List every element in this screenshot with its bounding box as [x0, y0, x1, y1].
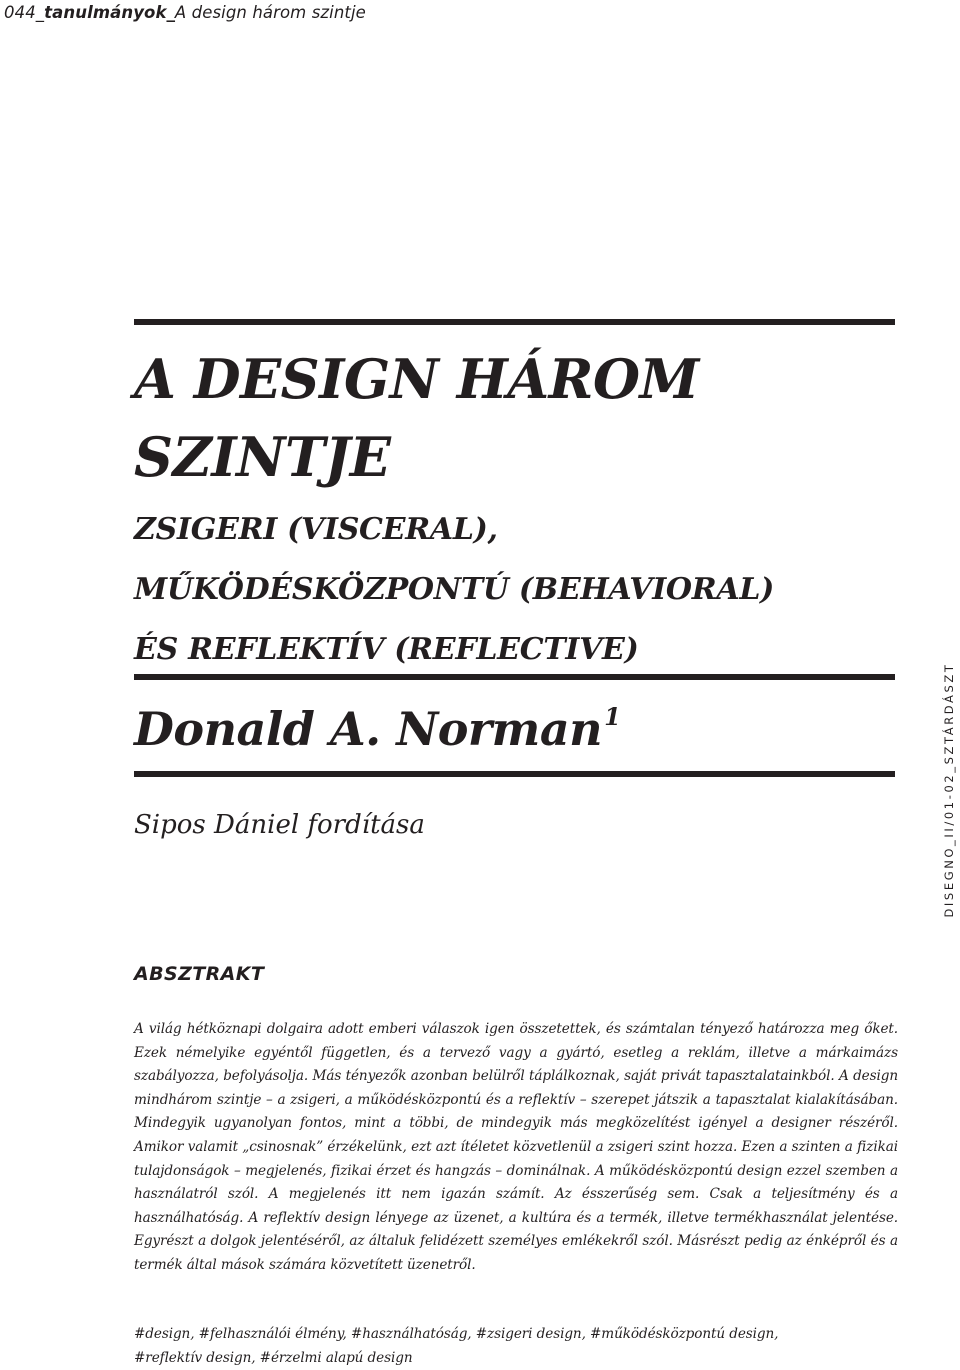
rule-below-author [134, 771, 895, 777]
subtitle-line-3: ÉS REFLEKTÍV (REFLECTIVE) [134, 632, 639, 667]
author-footnote-marker[interactable]: 1 [604, 702, 621, 731]
article-title-line-2: SZINTJE [134, 425, 391, 489]
keywords-line-1: #design, #felhasználói élmény, #használhatóság, #zsigeri design, #működésközpontú design, [134, 1326, 779, 1342]
running-title: A design három szintje [174, 3, 366, 22]
running-head [4, 3, 366, 22]
section-name: tanulmányok_ [44, 3, 175, 22]
subtitle-line-2: MŰKÖDÉSKÖZPONTÚ (BEHAVIORAL) [134, 572, 775, 607]
page-number: 044_ [4, 3, 45, 22]
author-name [134, 689, 620, 757]
translator-credit: Sipos Dániel fordítása [134, 810, 425, 840]
keywords [134, 1322, 898, 1370]
article-title-line-1: A DESIGN HÁROM [134, 347, 699, 411]
abstract-body: A világ hétköznapi dolgaira adott emberi válaszok igen összetettek, és számtalan tényező határozza meg őket. Ezek némelyike egyéntől független, és a tervező vagy a gyártó, esetleg a reklám, illetve a márkaimázs szabályozza, befolyásolja. Más tényezők azonban belülről táplálkoznak, saját privát tapasztalatainkból. A design mindhárom szintje – a zsigeri, a működésközpontú és a reflektív – szerepet játszik a tapasztalat kialakításában. Mindegyik ugyanolyan fontos, mint a többi, de mindegyik más megközelítést igényel a designer részéről. Amikor valamit „csinosnak” érzékelünk, ezt azt ítéletet közvetlenül a zsigeri szint hozza. Ezen a szinten a fizikai tulajdonságok – megjelenés, fizikai érzet és hangzás – dominálnak. A működésközpontú design ezzel szemben a használatról szól. A megjelenés itt nem igazán számít. Az ésszerűség sem. Csak a teljesítmény és a használhatóság. A reflektív design lényege az üzenet, a kultúra és a termék, illetve termékhasználat jelentése. Egyrészt a dolgok jelentéséről, az általuk felidézett személyes emlékekről szól. Másrészt pedig az énképről és a termék által mások számára közvetített üzenetről. [134, 1021, 898, 1273]
abstract-heading: ABSZTRAKT [134, 963, 265, 985]
journal-side-label: DISEGNO_II/01-02_SZTÁRDÁSZT [942, 662, 956, 918]
author-text: Donald A. Norman [134, 702, 603, 756]
rule-above-author [134, 674, 895, 680]
keywords-line-2: #reflektív design, #érzelmi alapú design [134, 1350, 413, 1366]
top-rule [134, 319, 895, 325]
subtitle-line-1: ZSIGERI (VISCERAL), [134, 512, 498, 547]
